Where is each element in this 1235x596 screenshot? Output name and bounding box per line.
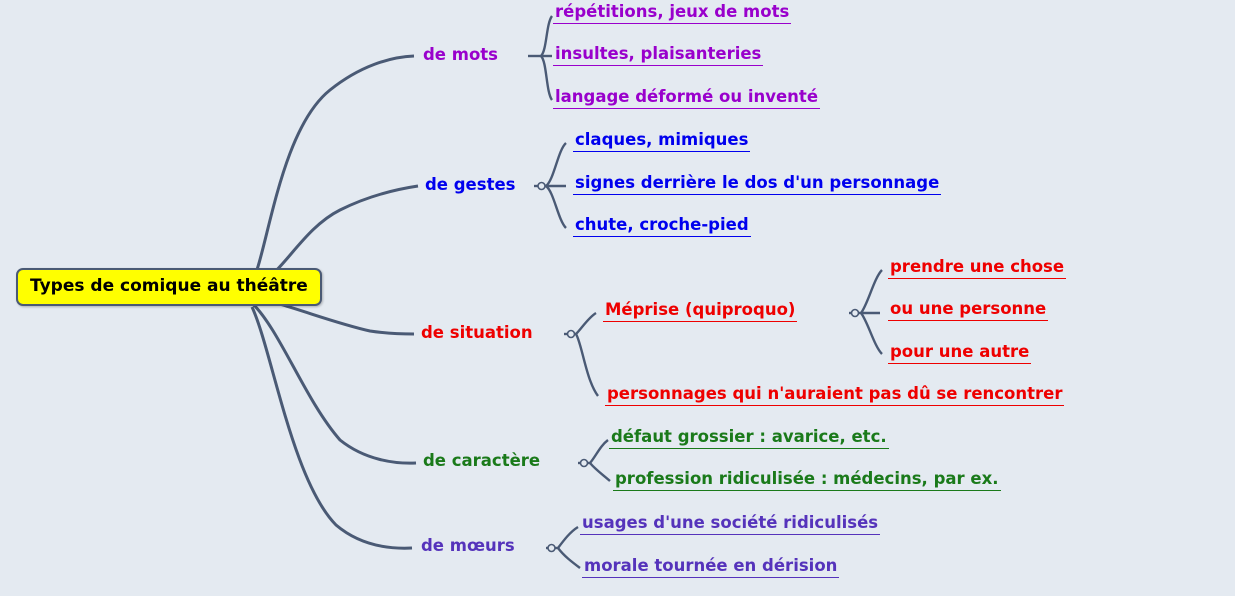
leaf-node-chute-croche-pied[interactable]: chute, croche-pied	[573, 216, 751, 237]
leaf-node-signes-derriere-le-dos[interactable]: signes derrière le dos d'un personnage	[573, 174, 941, 195]
leaf-node-langage-deforme[interactable]: langage déformé ou inventé	[553, 88, 820, 109]
leaf-node-personnages-rencontre[interactable]: personnages qui n'auraient pas dû se rencontrer	[605, 385, 1064, 406]
leaf-node-usages-societe-ridiculises[interactable]: usages d'une société ridiculisés	[580, 514, 880, 535]
branch-node-de-mots[interactable]: de mots	[423, 45, 498, 64]
branch-node-de-caractere[interactable]: de caractère	[423, 451, 541, 470]
leaf-node-insultes-plaisanteries[interactable]: insultes, plaisanteries	[553, 45, 763, 66]
leaf-node-profession-ridiculisee[interactable]: profession ridiculisée : médecins, par ex.	[613, 470, 1001, 491]
root-node[interactable]: Types de comique au théâtre	[16, 268, 322, 306]
leaf-node-claques-mimiques[interactable]: claques, mimiques	[573, 131, 750, 152]
branch-node-de-moeurs[interactable]: de mœurs	[421, 536, 515, 555]
branch-node-de-gestes[interactable]: de gestes	[425, 175, 516, 194]
mid-node-meprise-quiproquo[interactable]: Méprise (quiproquo)	[603, 301, 797, 322]
leaf-node-ou-une-personne[interactable]: ou une personne	[888, 300, 1048, 321]
leaf-node-prendre-une-chose[interactable]: prendre une chose	[888, 258, 1066, 279]
leaf-node-defaut-grossier[interactable]: défaut grossier : avarice, etc.	[609, 428, 889, 449]
leaf-node-morale-tournee-en-derision[interactable]: morale tournée en dérision	[582, 557, 839, 578]
leaf-node-repetitions-jeux-de-mots[interactable]: répétitions, jeux de mots	[553, 3, 791, 24]
branch-node-de-situation[interactable]: de situation	[421, 323, 533, 342]
leaf-node-pour-une-autre[interactable]: pour une autre	[888, 343, 1031, 364]
